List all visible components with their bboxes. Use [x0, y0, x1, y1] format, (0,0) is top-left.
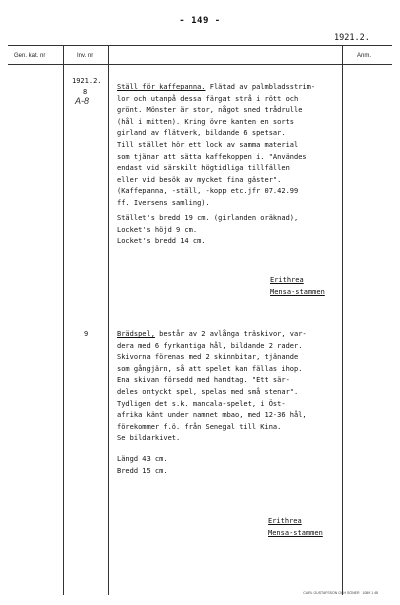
entry1-year: 1921.2.: [72, 77, 102, 85]
header-bottom-rule: [8, 64, 392, 65]
entry1-description: [117, 82, 315, 210]
entry2-description: [117, 329, 307, 445]
entry2-line-6: Tydligen det s.k. mancala-spelet, i Öst-: [117, 399, 286, 408]
header-top-rule: [8, 45, 392, 46]
entry2-line-3: som gångjärn, så att spelet kan fällas ihop.: [117, 364, 303, 373]
entry1-line-6: som tjänar att sätta kaffekoppen i. "Användes: [117, 152, 307, 161]
printer-imprint: CARL GUSTAFSSON OCH SÖNER 1089 1 48: [303, 591, 378, 595]
column-header-anm: Anm.: [357, 53, 372, 59]
entry2-line-2: Skivorna förenas med 2 skinnbitar, tjänande: [117, 353, 299, 362]
entry1-line-8: eller vid besök av mycket fina gäster".: [117, 175, 282, 184]
entry1-measure-0: Stället's bredd 19 cm. (girlanden oräknad),: [117, 214, 299, 222]
entry1-line-10: ff. Iversens samling).: [117, 198, 210, 207]
page-number: - 149 -: [179, 16, 221, 26]
entry1-number: 8: [83, 88, 88, 96]
entry2-line-7: afrika känt under namnet mbao, med 12-36 hål,: [117, 411, 307, 420]
entry1-measurements: [117, 213, 298, 248]
column-divider-2: [108, 45, 109, 595]
entry2-number: 9: [84, 330, 89, 338]
entry2-line-0: består av 2 avlånga träskivor, var-: [154, 330, 307, 338]
entry2-signature: [268, 516, 323, 539]
entry1-title: Ställ för kaffepanna.: [117, 83, 206, 91]
column-divider-1: [63, 45, 64, 595]
column-header-inv-nr: Inv. nr: [77, 53, 94, 59]
entry1-line-2: grönt. Mönster är stor, något sned trådrulle: [117, 106, 303, 115]
entry2-measure-1: Bredd 15 cm.: [117, 466, 168, 475]
entry1-signature-line-1: Mensa-stammen: [270, 287, 325, 296]
entry2-signature-line-1: Mensa-stammen: [268, 528, 323, 537]
entry1-measure-2: Locket's bredd 14 cm.: [117, 237, 206, 246]
entry1-line-7: endast vid särskilt högtidliga tillfällen: [117, 164, 290, 173]
entry1-line-0: Flätad av palmbladsstrim-: [205, 83, 316, 91]
column-header-gen-kat-nr: Gen. kat. nr: [14, 53, 46, 59]
entry2-title: Brädspel,: [117, 330, 155, 338]
entry2-signature-line-0: Erithrea: [268, 517, 302, 525]
entry2-measure-0: Längd 43 cm.: [117, 455, 168, 463]
header-date: 1921.2.: [334, 33, 370, 43]
entry2-line-1: dera med 6 fyrkantiga hål, bildande 2 rader.: [117, 341, 303, 350]
entry1-signature: [270, 275, 325, 298]
entry1-line-3: (hål i mitten). Kring övre kanten en sorts: [117, 117, 295, 126]
entry1-line-4: girland av flätverk, bildande 6 spetsar.: [117, 129, 286, 138]
entry1-line-5: Till stället hör ett lock av samma material: [117, 140, 299, 149]
entry2-line-4: Ena skivan försedd med handtag. "Ett sär-: [117, 376, 290, 385]
column-divider-3: [342, 45, 343, 595]
entry1-line-9: (Kaffepanna, -ställ, -kopp etc.jfr 07.42.99: [117, 187, 299, 196]
entry1-signature-line-0: Erithrea: [270, 276, 304, 284]
entry2-line-5: deles ontyckt spel, spelas med små stenar".: [117, 387, 299, 396]
entry2-line-9: Se bildarkivet.: [117, 434, 181, 443]
entry2-line-8: förekommer f.ö. från Senegal till Kina.: [117, 422, 282, 431]
entry1-line-1: lor och utanpå dessa färgat strå i rött och: [117, 94, 299, 103]
entry1-handwritten-mark: A-8: [75, 96, 90, 106]
entry1-measure-1: Locket's höjd 9 cm.: [117, 225, 198, 234]
entry2-measurements: [117, 454, 168, 477]
